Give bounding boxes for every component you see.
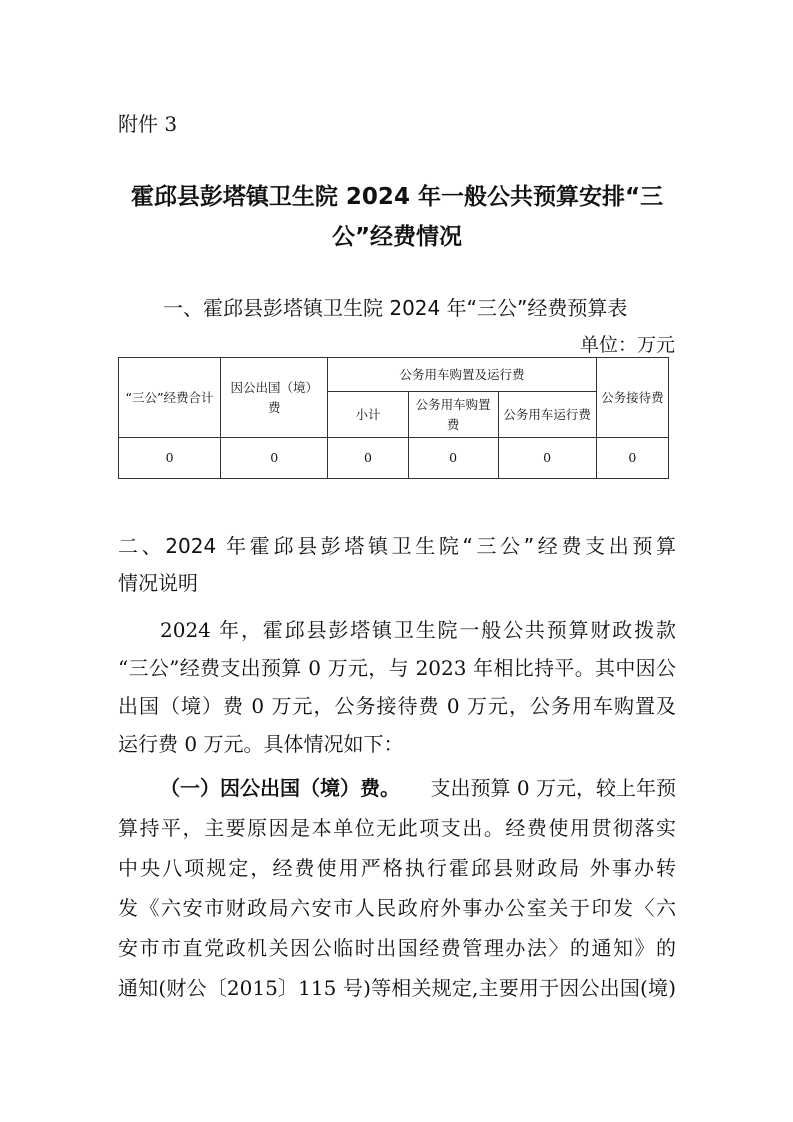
paragraph-line: 运行费 0 万元。具体情况如下： (118, 732, 404, 756)
section-2-heading-line-2: 情况说明 (118, 571, 198, 595)
paragraph-line: 中央八项规定，经费使用严格执行霍邱县财政局 外事办转 (118, 856, 676, 880)
cell-total: 0 (119, 438, 221, 479)
paragraph-line: 安市市直党政机关因公临时出国经费管理办法〉的通知》的 (118, 936, 676, 960)
cell-operation: 0 (498, 438, 596, 479)
paragraph-line: 算持平，主要原因是本单位无此项支出。经费使用贯彻落实 (118, 816, 676, 840)
header-operation: 公务用车运行费 (498, 392, 596, 438)
subsection-heading: （一）因公出国（境）费。 (160, 776, 400, 800)
cell-purchase: 0 (408, 438, 498, 479)
table-row (119, 438, 669, 479)
header-subtotal: 小计 (328, 392, 408, 438)
header-vehicle: 公务用车购置及运行费 (328, 358, 596, 392)
header-abroad: 因公出国（境）费 (221, 358, 328, 438)
paragraph-line (160, 772, 676, 801)
three-public-expenses-table (118, 357, 669, 479)
header-purchase: 公务用车购置费 (408, 392, 498, 438)
cell-abroad: 0 (221, 438, 328, 479)
header-total: “三公”经费合计 (119, 358, 221, 438)
section-2-heading-line-1: 二、2024 年霍邱县彭塔镇卫生院“三公”经费支出预算 (118, 534, 676, 558)
paragraph-line: 发《六安市财政局六安市人民政府外事办公室关于印发〈六 (118, 896, 676, 920)
paragraph-line: “三公”经费支出预算 0 万元，与 2023 年相比持平。其中因公 (118, 656, 676, 680)
cell-subtotal: 0 (328, 438, 408, 479)
paragraph-text: 支出预算 0 万元，较上年预 (430, 776, 676, 800)
attachment-label: 附件 3 (118, 112, 178, 136)
section-1-heading: 一、霍邱县彭塔镇卫生院 2024 年“三公”经费预算表 (163, 296, 628, 320)
cell-reception: 0 (596, 438, 668, 479)
paragraph-line: 2024 年，霍邱县彭塔镇卫生院一般公共预算财政拨款 (160, 618, 676, 642)
header-reception: 公务接待费 (596, 358, 668, 438)
document-title-line-2: 公”经费情况 (331, 224, 463, 250)
document-title-line-1: 霍邱县彭塔镇卫生院 2024 年一般公共预算安排“三 (130, 184, 664, 210)
paragraph-line: 通知(财公〔2015〕115 号)等相关规定,主要用于因公出国(境) (118, 976, 676, 1000)
unit-label: 单位：万元 (579, 334, 675, 356)
paragraph-line: 出国（境）费 0 万元，公务接待费 0 万元，公务用车购置及 (118, 694, 676, 718)
